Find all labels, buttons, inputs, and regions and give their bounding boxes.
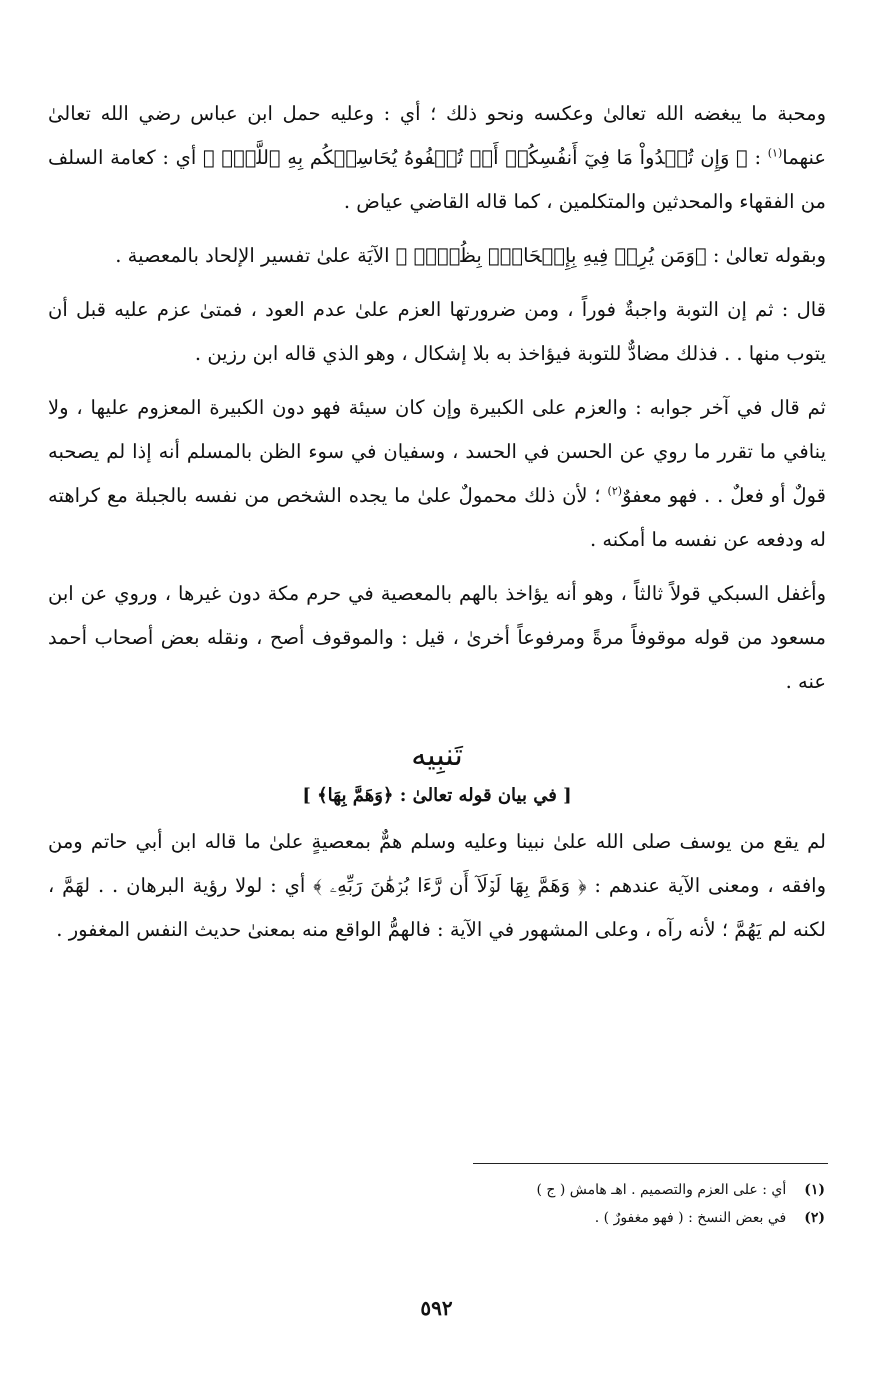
page-number: ٥٩٢ [420, 1296, 453, 1320]
page-body [48, 92, 826, 962]
footnote-number: (٢) [804, 1210, 825, 1226]
paragraph-3: قال : ثم إن التوبة واجبةٌ فوراً ، ومن ضرورتها العزم علىٰ عدم العود ، فمتىٰ عزم عليه قبل أن يتوب منها . . فذلك مضادٌّ للتوبة فيؤاخذ به بلا إشكال ، وهو الذي قاله ابن رزين . [48, 298, 826, 365]
footnote-ref-2: (٢) [607, 484, 623, 498]
footnote-number: (١) [804, 1182, 825, 1198]
paragraph-4-text-b: ؛ لأن ذلك محمولٌ علىٰ ما يجده الشخص من نفسه بالجبلة مع كراهته له ودفعه عن نفسه ما أمكنه . [48, 484, 826, 551]
paragraph-1-text-a: ومحبة ما يبغضه الله تعالىٰ وعكسه ونحو ذلك ؛ أي : وعليه حمل ابن عباس رضي الله تعالىٰ عنهما [48, 102, 826, 169]
footnote-item [425, 1204, 825, 1232]
footnote-text: أي : على العزم والتصميم . اهـ هامش ( ج ) [536, 1182, 787, 1198]
paragraph-4-text-a: ثم قال في آخر جوابه : والعزم على الكبيرة وإن كان سيئة فهو دون الكبيرة المعزوم عليها ، ولا ينافي ما تقرر ما روي عن الحسن في الحسد ، وسفيان في سوء الظن بالمسلم أنه إذا لم يصحبه قولٌ أو فعلٌ . . فهو معفوٌ [48, 396, 826, 507]
paragraph-2: وبقوله تعالىٰ : ﴿وَمَن يُرِدۡ فِيهِ بِإِلۡحَادِۭ بِظُلۡمٖ ﴾ الآيَة علىٰ تفسير الإلحاد بالمعصية . [115, 244, 826, 267]
paragraph-4 [48, 386, 826, 562]
footnote-item [425, 1176, 825, 1204]
footnote-ref-1: (١) [767, 146, 783, 160]
section-subheading: [ في بيان قوله تعالىٰ : ﴿وَهَمَّ بِهَا﴾ ] [302, 785, 572, 806]
footnote-divider [473, 1163, 828, 1164]
footnote-text: في بعض النسخ : ( فهو مغفورٌ ) . [594, 1210, 787, 1226]
footnotes [425, 1176, 825, 1232]
section-paragraph: لم يقع من يوسف صلى الله علىٰ نبينا وعليه وسلم همٌّ بمعصيةٍ علىٰ ما قاله ابن أبي حاتم ومن وافقه ، ومعنى الآية عندهم : ﴿ وَهَمَّ بِهَا لَوۡلَآ أَن رَّءَا بُرۡهَٰنَ رَبِّهِۦ ﴾ أي : لولا رؤية البرهان . . لهَمَّ ، لكنه لم يَهُمَّ ؛ لأنه رآه ، وعلى المشهور في الآية : فالهمُّ الواقع منه بمعنىٰ حديث النفس المغفور . [48, 830, 826, 941]
paragraph-5: وأغفل السبكي قولاً ثالثاً ، وهو أنه يؤاخذ بالهم بالمعصية في حرم مكة دون غيرها ، وروي عن ابن مسعود من قوله موقوفاً مرةً ومرفوعاً أخرىٰ ، قيل : والموقوف أصح ، ونقله بعض أصحاب أحمد عنه . [48, 582, 826, 693]
section-heading: تَنبِيه [411, 738, 463, 773]
paragraph-1-text-b: : ﴿ وَإِن تُبۡدُواْ مَا فِيٓ أَنفُسِكُمۡ أَوۡ تُخۡفُوهُ يُحَاسِبۡكُم بِهِ ٱللَّهُۖ ﴾ أي : كعامة السلف من الفقهاء والمحدثين والمتكلمين ، كما قاله القاضي عياض . [48, 146, 826, 213]
paragraph-1 [48, 92, 826, 224]
